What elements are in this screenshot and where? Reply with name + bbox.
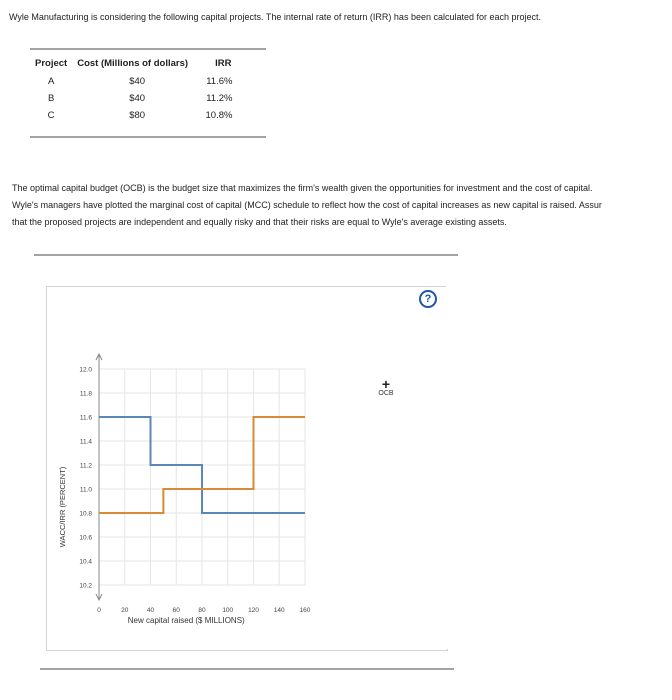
ocb-tool-label: OCB	[378, 390, 394, 397]
bottom-divider	[40, 668, 454, 670]
paragraph-line: that the proposed projects are independent and equally risky and that their risks are equal to Wyle's average existing assets.	[12, 217, 507, 227]
table-row	[30, 107, 236, 124]
x-tick-label: 120	[248, 607, 259, 614]
irr-cell: 11.2%	[206, 93, 233, 104]
project-cell: C	[47, 110, 55, 121]
y-tick-label: 10.2	[79, 582, 92, 590]
x-tick-label: 60	[172, 607, 180, 614]
table-row	[30, 73, 236, 90]
cost-cell: $40	[129, 93, 146, 104]
irr-cell: 11.6%	[206, 76, 233, 87]
cost-cell: $40	[129, 76, 146, 87]
header-project: Project	[35, 58, 68, 69]
tool-panel	[424, 286, 668, 649]
y-tick-label: 11.2	[79, 462, 92, 470]
x-tick-label: 160	[299, 607, 311, 614]
x-tick-label: 140	[273, 607, 285, 614]
plus-icon: +	[381, 376, 391, 392]
instructions-paragraph	[12, 180, 672, 231]
cost-cell: $80	[129, 110, 146, 121]
table-header-row	[30, 56, 236, 73]
irr-cell: 10.8%	[205, 110, 233, 121]
x-tick-label: 0	[97, 607, 101, 614]
y-tick-label: 11.8	[79, 390, 92, 398]
project-cell: B	[47, 93, 55, 104]
help-button[interactable]: ?	[419, 290, 437, 308]
table-row	[30, 90, 236, 107]
y-tick-label: 10.4	[79, 558, 92, 566]
y-axis-label: WACC/IRR (PERCENT)	[58, 466, 67, 548]
paragraph-line: The optimal capital budget (OCB) is the budget size that maximizes the firm's wealth given the opportunities for investment and the cost of capital.	[12, 183, 593, 193]
x-tick-label: 80	[198, 607, 206, 614]
ocb-point-tool[interactable]	[370, 378, 402, 397]
header-irr: IRR	[215, 58, 232, 69]
header-cost: Cost (Millions of dollars)	[77, 58, 189, 69]
y-tick-label: 10.6	[79, 534, 92, 542]
paragraph-line: Wyle's managers have plotted the marginal cost of capital (MCC) schedule to reflect how the cost of capital increases as new capital is raised. Assur	[12, 200, 602, 210]
y-tick-label: 11.0	[79, 486, 92, 494]
project-cell: A	[47, 76, 55, 87]
table-top-rule	[30, 48, 266, 50]
x-tick-label: 40	[146, 607, 155, 614]
graph-panel	[46, 286, 448, 651]
section-divider	[34, 254, 458, 256]
x-tick-label: 20	[121, 607, 129, 614]
mcc-ios-chart[interactable]	[47, 287, 447, 650]
x-tick-label: 100	[222, 607, 234, 614]
y-tick-label: 11.6	[79, 414, 92, 422]
y-tick-label: 11.4	[79, 438, 92, 446]
table-bottom-rule	[30, 136, 266, 138]
y-tick-label: 12.0	[79, 366, 92, 374]
y-tick-label: 10.8	[79, 510, 92, 518]
intro-text: Wyle Manufacturing is considering the following capital projects. The internal rate of return (IRR) has been calculated for each project.	[9, 12, 542, 22]
projects-table	[30, 56, 236, 124]
x-axis-label: New capital raised ($ MILLIONS)	[127, 616, 245, 625]
